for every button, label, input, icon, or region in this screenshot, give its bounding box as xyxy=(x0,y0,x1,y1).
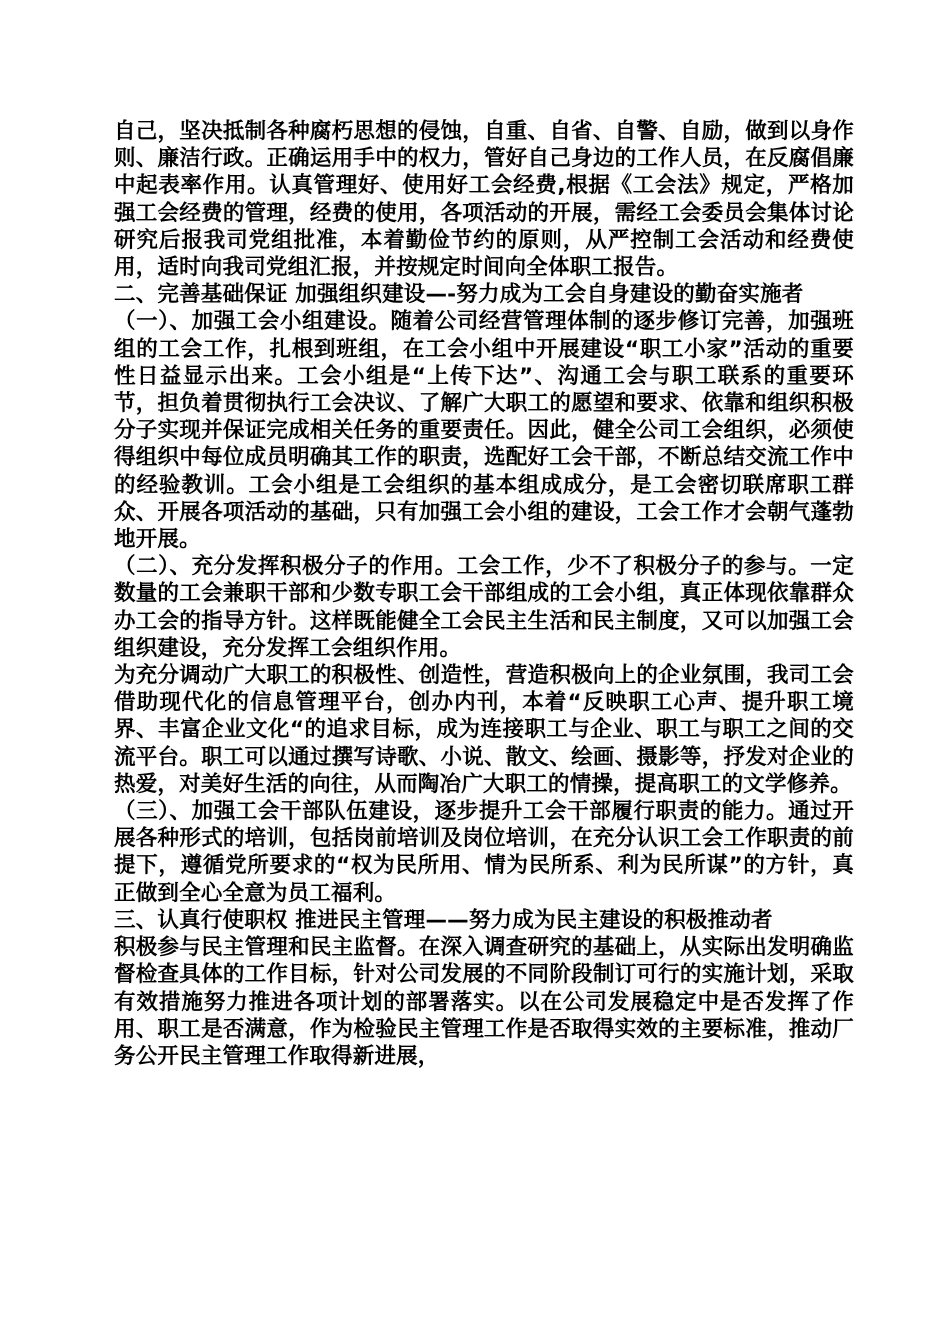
paragraph-internal-journal: 为充分调动广大职工的积极性、创造性，营造积极向上的企业氛围，我司工会借助现代化的信息管理平台，创办内刊，本着“反映职工心声、提升职工境界、丰富企业文化“的追求目标，成为连接职工与企业、职工与职工之间的交流平台。职工可以通过撰写诗歌、小说、散文、绘画、摄影等，抒发对企业的热爱，对美好生活的向往，从而陶冶广大职工的情操，提高职工的文学修养。 xyxy=(114,663,854,797)
paragraph-democratic-management: 积极参与民主管理和民主监督。在深入调查研究的基础上，从实际出发明确监督检查具体的工作目标，针对公司发展的不同阶段制订可行的实施计划，采取有效措施努力推进各项计划的部署落实。以在公司发展稳定中是否发挥了作用、职工是否满意，作为检验民主管理工作是否取得实效的主要标准，推动厂务公开民主管理工作取得新进展， xyxy=(114,935,854,1069)
paragraph-intro: 自己，坚决抵制各种腐朽思想的侵蚀，自重、自省、自警、自励，做到以身作则、廉洁行政。正确运用手中的权力，管好自己身边的工作人员，在反腐倡廉中起表率作用。认真管理好、使用好工会经费,根据《工会法》规定，严格加强工会经费的管理，经费的使用，各项活动的开展，需经工会委员会集体讨论研究后报我司党组批准，本着勤俭节约的原则，从严控制工会活动和经费使用，适时向我司党组汇报，并按规定时间向全体职工报告。 xyxy=(114,119,854,281)
paragraph-subsection-1: （一）、加强工会小组建设。随着公司经营管理体制的逐步修订完善，加强班组的工会工作，扎根到班组，在工会小组中开展建设“职工小家”活动的重要性日益显示出来。工会小组是“上传下达”、沟通工会与职工联系的重要环节，担负着贯彻执行工会决议、了解广大职工的愿望和要求、依靠和组织积极分子实现并保证完成相关任务的重要责任。因此，健全公司工会组织，必须使得组织中每位成员明确其工作的职责，选配好工会干部，不断总结交流工作中的经验教训。工会小组是工会组织的基本组成成分，是工会密切联席职工群众、开展各项活动的基础，只有加强工会小组的建设，工会工作才会朝气蓬勃地开展。 xyxy=(114,309,854,553)
document-body xyxy=(114,118,854,1070)
paragraph-subsection-2: （二）、充分发挥积极分子的作用。工会工作，少不了积极分子的参与。一定数量的工会兼职干部和少数专职工会干部组成的工会小组，真正体现依靠群众办工会的指导方针。这样既能健全工会民主生活和民主制度，又可以加强工会组织建设，充分发挥工会组织作用。 xyxy=(114,554,854,661)
section-heading-2: 二、完善基础保证 加强组织建设—-努力成为工会自身建设的勤奋实施者 xyxy=(114,282,804,308)
section-heading-3: 三、认真行使职权 推进民主管理——努力成为民主建设的积极推动者 xyxy=(114,907,773,933)
paragraph-subsection-3: （三）、加强工会干部队伍建设，逐步提升工会干部履行职责的能力。通过开展各种形式的培训，包括岗前培训及岗位培训，在充分认识工会工作职责的前提下，遵循党所要求的“权为民所用、情为民所系、利为民所谋”的方针，真正做到全心全意为员工福利。 xyxy=(114,799,854,906)
